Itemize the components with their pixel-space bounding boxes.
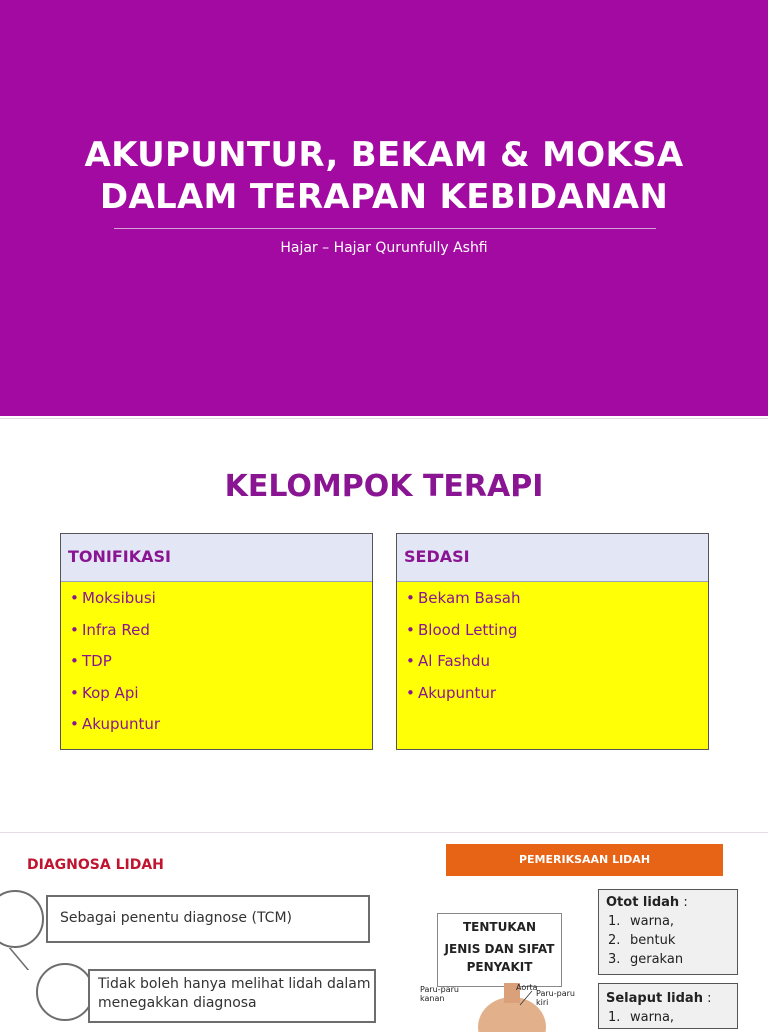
therapy-group-slide [0, 418, 768, 830]
bullet-icon: • [70, 620, 79, 639]
sedasi-box [396, 533, 709, 750]
box-body [397, 582, 708, 749]
box-header: SEDASI [397, 534, 708, 582]
lung-right-label: Paru-paru kanan [420, 985, 459, 1003]
list-item [61, 681, 372, 713]
list-item [606, 931, 737, 950]
bullet-icon: • [406, 620, 415, 639]
step-circle [36, 963, 94, 1021]
bullet-icon: • [406, 589, 415, 607]
list-item [606, 1008, 737, 1027]
step-circle [0, 890, 44, 948]
list-item [61, 618, 372, 650]
title-line-1: AKUPUNTUR, BEKAM & MOKSA [84, 135, 684, 175]
item-number: 1. [608, 1010, 621, 1025]
aorta-label: Aorta [516, 983, 538, 992]
bullet-icon: • [406, 652, 415, 670]
bullet-icon: • [70, 652, 79, 670]
box-body [61, 582, 372, 749]
item-label: bentuk [630, 933, 676, 948]
therapy-list [397, 586, 708, 712]
colon: : [702, 991, 712, 1006]
colon: : [679, 895, 688, 910]
item-label: Akupuntur [418, 683, 497, 702]
list-item [61, 586, 372, 618]
lung-left-label: Paru-paru kiri [536, 989, 575, 1007]
list-item [397, 649, 708, 681]
item-number: 2. [608, 933, 621, 948]
slide-heading: DIAGNOSA LIDAH [27, 857, 164, 873]
item-label: Infra Red [82, 620, 150, 639]
section-banner: PEMERIKSAAN LIDAH [446, 844, 723, 876]
title-divider [114, 228, 656, 229]
item-label: Blood Letting [418, 620, 518, 639]
item-label: warna, [630, 914, 675, 929]
item-label: Kop Api [82, 683, 139, 702]
slide-heading: KELOMPOK TERAPI [224, 469, 544, 504]
determine-line-2: JENIS DAN SIFAT [444, 942, 555, 956]
list-item [397, 681, 708, 713]
tongue-muscle-box [598, 889, 738, 975]
item-label: Al Fashdu [418, 652, 490, 670]
point-box: Sebagai penentu diagnose (TCM) [46, 895, 370, 943]
bullet-icon: • [406, 683, 415, 702]
box-title: Otot lidah [606, 895, 680, 910]
item-label: gerakan [630, 952, 684, 967]
author-subtitle: Hajar – Hajar Qurunfully Ashfi [280, 240, 488, 256]
tongue-diagnosis-slide [0, 832, 768, 1024]
box-header: TONIFIKASI [61, 534, 372, 582]
item-label: Akupuntur [82, 715, 161, 733]
torso-figure [420, 983, 575, 1028]
list-item [397, 618, 708, 650]
bullet-icon: • [70, 589, 79, 607]
list-item [606, 950, 737, 969]
bullet-icon: • [70, 715, 79, 733]
bullet-icon: • [70, 683, 79, 702]
determine-box [437, 913, 562, 987]
title-line-2: DALAM TERAPAN KEBIDANAN [99, 177, 669, 217]
point-box: Tidak boleh hanya melihat lidah dalam menegakkan diagnosa [88, 969, 376, 1023]
therapy-list [61, 586, 372, 744]
determine-line-1: TENTUKAN [463, 920, 536, 934]
title-slide [0, 0, 768, 416]
item-number: 3. [608, 952, 621, 967]
determine-line-3: PENYAKIT [466, 960, 533, 974]
list-item [397, 586, 708, 618]
item-label: TDP [82, 652, 112, 670]
list-item [606, 912, 737, 931]
tonifikasi-box [60, 533, 373, 750]
item-label: Moksibusi [82, 589, 156, 607]
slide-title [0, 134, 768, 218]
item-label: Bekam Basah [418, 589, 521, 607]
list-item [61, 649, 372, 681]
item-number: 1. [608, 914, 621, 929]
list-item [61, 712, 372, 744]
tongue-coating-box [598, 983, 738, 1029]
box-title: Selaput lidah [606, 991, 703, 1006]
aspect-list [606, 912, 737, 969]
item-label: warna, [630, 1010, 675, 1025]
aspect-list [606, 1008, 737, 1027]
